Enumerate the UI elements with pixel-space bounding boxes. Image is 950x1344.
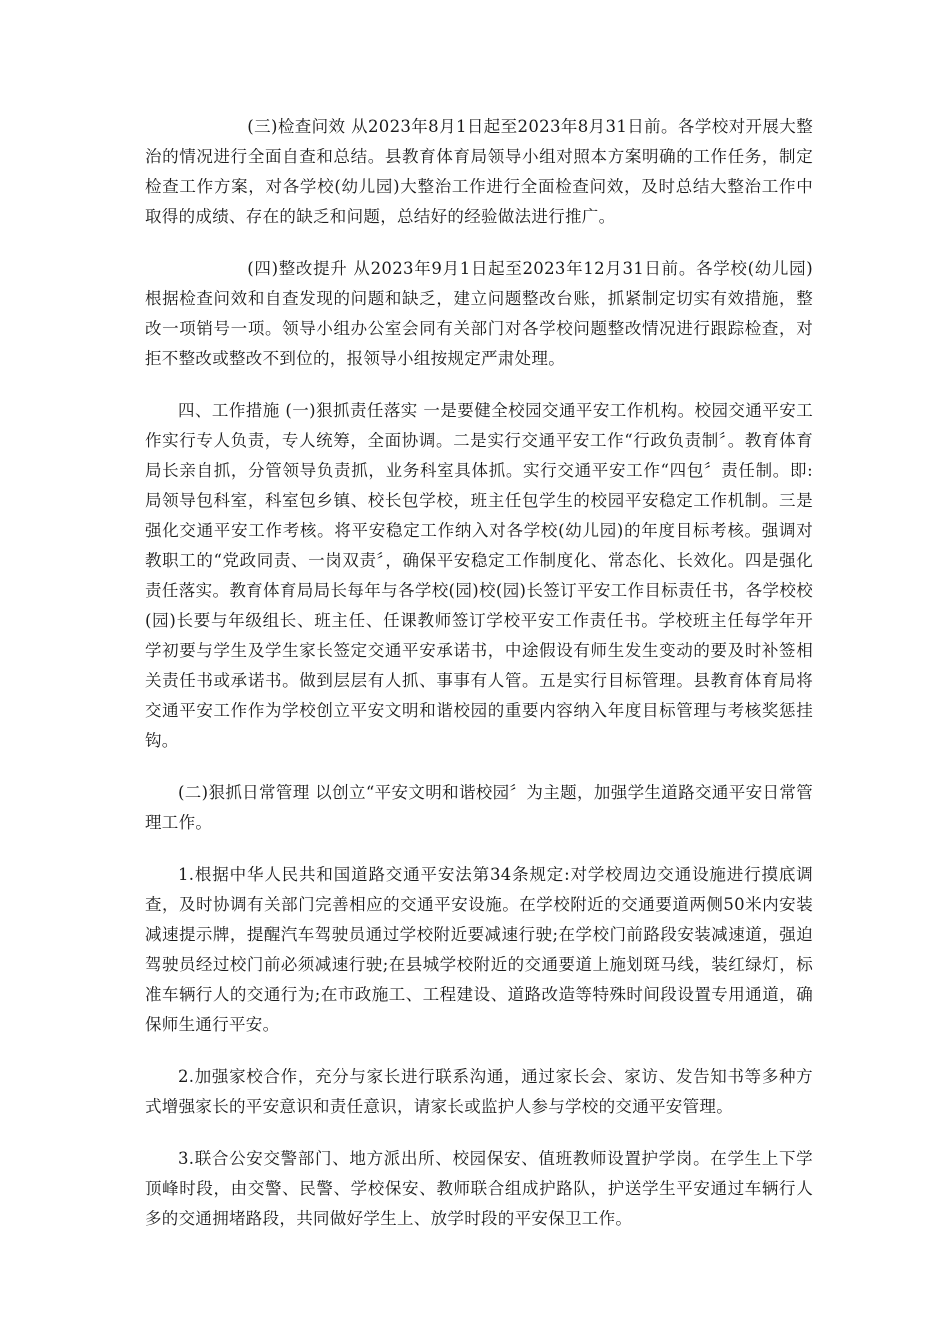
paragraph-item-3: 3.联合公安交警部门、地方派出所、校园保安、值班教师设置护学岗。在学生上下学顶峰时段，由交警、民警、学校保安、教师联合组成护路队，护送学生平安通过车辆行人多的交通拥堵路段，共同做好学生上、放学时段的平安保卫工作。 <box>145 1149 813 1228</box>
paragraph-work-measures: 四、工作措施 (一)狠抓责任落实 一是要健全校园交通平安工作机构。校园交通平安工作实行专人负责，专人统筹，全面协调。二是实行交通平安工作“行政负责制〞。教育体育局长亲自抓，分管领导负责抓，业务科室具体抓。实行交通平安工作“四包〞责任制。即:局领导包科室，科室包乡镇、校长包学校，班主任包学生的校园平安稳定工作机制。三是强化交通平安工作考核。将平安稳定工作纳入对各学校(幼儿园)的年度目标考核。强调对教职工的“党政同责、一岗双责〞，确保平安稳定工作制度化、常态化、长效化。四是强化责任落实。教育体育局局长每年与各学校(园)校(园)长签订平安工作目标责任书，各学校校(园)长要与年级组长、班主任、任课教师签订学校平安工作责任书。学校班主任每学年开学初要与学生及学生家长签定交通平安承诺书，中途假设有师生发生变动的要及时补签相关责任书或承诺书。做到层层有人抓、事事有人管。五是实行目标管理。县教育体育局将交通平安工作作为学校创立平安文明和谐校园的重要内容纳入年度目标管理与考核奖惩挂钩。 <box>145 401 813 750</box>
paragraph-daily-management: (二)狠抓日常管理 以创立“平安文明和谐校园〞为主题，加强学生道路交通平安日常管理工作。 <box>145 783 813 832</box>
paragraph-item-2: 2.加强家校合作，充分与家长进行联系沟通，通过家长会、家访、发告知书等多种方式增强家长的平安意识和责任意识，请家长或监护人参与学校的交通平安管理。 <box>145 1067 813 1116</box>
paragraph-item-1: 1.根据中华人民共和国道路交通平安法第34条规定:对学校周边交通设施进行摸底调查，及时协调有关部门完善相应的交通平安设施。在学校附近的交通要道两侧50米内安装减速提示牌，提醒汽车驾驶员通过学校附近要减速行驶;在学校门前路段安装减速道，强迫驾驶员经过校门前必须减速行驶;在县城学校附近的交通要道上施划斑马线，装红绿灯，标准车辆行人的交通行为;在市政施工、工程建设、道路改造等特殊时间段设置专用通道，确保师生通行平安。 <box>145 865 813 1034</box>
document-body <box>145 112 813 1234</box>
paragraph-inspection: (三)检查问效 从2023年8月1日起至2023年8月31日前。各学校对开展大整治的情况进行全面自查和总结。县教育体育局领导小组对照本方案明确的工作任务，制定检查工作方案，对各学校(幼儿园)大整治工作进行全面检查问效，及时总结大整治工作中取得的成绩、存在的缺乏和问题，总结好的经验做法进行推广。 <box>145 117 813 226</box>
paragraph-rectification: (四)整改提升 从2023年9月1日起至2023年12月31日前。各学校(幼儿园)根据检查问效和自查发现的问题和缺乏，建立问题整改台账，抓紧制定切实有效措施，整改一项销号一项。领导小组办公室会同有关部门对各学校问题整改情况进行跟踪检查，对拒不整改或整改不到位的，报领导小组按规定严肃处理。 <box>145 259 813 368</box>
